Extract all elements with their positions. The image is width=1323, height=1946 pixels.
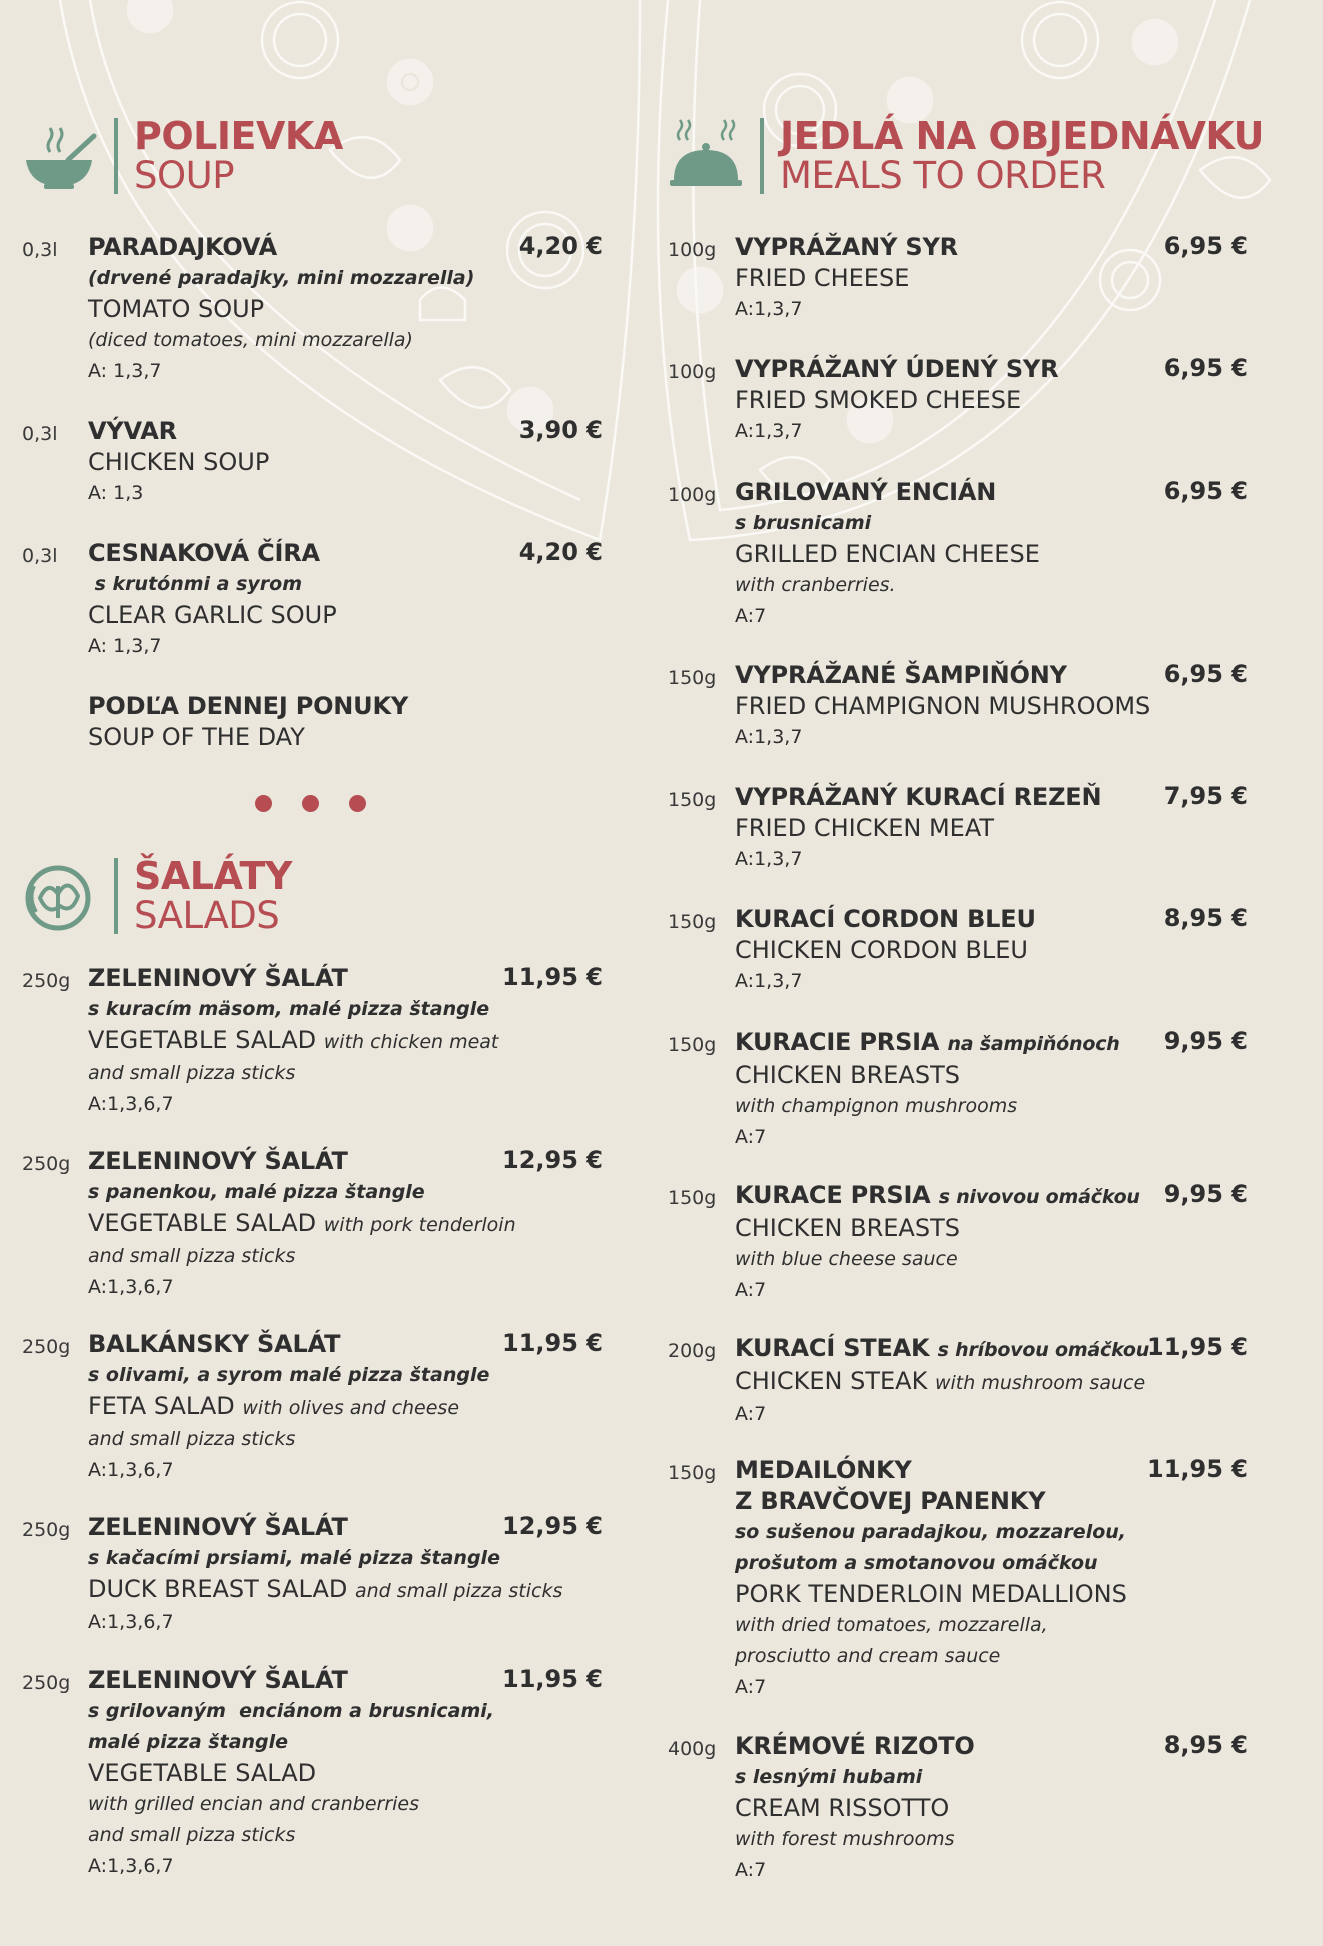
item-name: BALKÁNSKY ŠALÁT xyxy=(88,1330,341,1358)
item-quantity: 100g xyxy=(668,239,717,261)
dot xyxy=(255,795,272,812)
soup-section-header xyxy=(20,113,343,197)
item-name-en: CHICKEN STEAK xyxy=(735,1367,928,1395)
item-description-en: with forest mushrooms xyxy=(735,1828,955,1850)
section-divider-bar xyxy=(760,118,764,194)
item-price: 9,95 € xyxy=(1163,1027,1248,1055)
item-description-en-line2: prosciutto and cream sauce xyxy=(735,1645,1001,1667)
item-description-sk: s krutónmi a syrom xyxy=(88,573,303,595)
salads-section-header xyxy=(20,853,292,937)
item-description-en: (diced tomatoes, mini mozzarella) xyxy=(88,329,413,351)
item-name: VYPRÁŽANÝ SYR xyxy=(735,233,958,261)
item-name-en: GRILLED ENCIAN CHEESE xyxy=(735,540,1040,568)
item-price: 12,95 € xyxy=(502,1146,603,1174)
item-name: VYPRÁŽANÉ ŠAMPIŇÓNY xyxy=(735,661,1067,689)
item-name: GRILOVANÝ ENCIÁN xyxy=(735,478,997,506)
item-quantity: 200g xyxy=(668,1340,717,1362)
item-name-en: FETA SALAD xyxy=(88,1392,235,1420)
item-description-en-inline: with mushroom sauce xyxy=(934,1372,1146,1394)
item-price: 4,20 € xyxy=(518,538,603,566)
item-price: 6,95 € xyxy=(1163,354,1248,382)
item-description-en-inline: with olives and cheese xyxy=(242,1397,460,1419)
item-name-en: PORK TENDERLOIN MEDALLIONS xyxy=(735,1580,1127,1608)
section-subtitle: MEALS TO ORDER xyxy=(780,153,1106,197)
item-allergens: A:1,3,6,7 xyxy=(88,1855,174,1877)
item-name-en: CHICKEN SOUP xyxy=(88,448,270,476)
item-allergens: A:1,3,6,7 xyxy=(88,1093,174,1115)
item-description-en: and small pizza sticks xyxy=(88,1428,296,1450)
item-allergens: A: 1,3 xyxy=(88,482,144,504)
item-quantity: 150g xyxy=(668,667,717,689)
item-allergens: A:1,3,6,7 xyxy=(88,1276,174,1298)
section-title: JEDLÁ NA OBJEDNÁVKU xyxy=(780,113,1265,158)
item-name-en: VEGETABLE SALAD xyxy=(88,1026,317,1054)
item-name-inline: na šampiňónoch xyxy=(947,1033,1120,1055)
item-price: 8,95 € xyxy=(1163,1731,1248,1759)
item-description-en-inline: with pork tenderloin xyxy=(323,1214,516,1236)
item-quantity: 250g xyxy=(22,1153,71,1175)
item-name-en: FRIED CHEESE xyxy=(735,264,910,292)
item-quantity: 250g xyxy=(22,1672,71,1694)
item-quantity: 150g xyxy=(668,1187,717,1209)
section-divider-bar xyxy=(114,858,118,934)
item-allergens: A:1,3,7 xyxy=(735,970,803,992)
item-price: 6,95 € xyxy=(1163,477,1248,505)
item-description-sk-line2: prošutom a smotanovou omáčkou xyxy=(735,1552,1098,1574)
item-quantity: 250g xyxy=(22,1336,71,1358)
soup-bowl-icon xyxy=(20,116,100,196)
item-description-en: and small pizza sticks xyxy=(88,1062,296,1084)
item-description-en-inline: with chicken meat xyxy=(323,1031,499,1053)
item-name-en: FRIED CHICKEN MEAT xyxy=(735,814,995,842)
item-price: 8,95 € xyxy=(1163,904,1248,932)
item-quantity: 100g xyxy=(668,361,717,383)
item-quantity: 150g xyxy=(668,911,717,933)
item-quantity: 100g xyxy=(668,484,717,506)
item-description-sk: so sušenou paradajkou, mozzarelou, xyxy=(735,1521,1127,1543)
item-quantity: 150g xyxy=(668,1462,717,1484)
item-name: ZELENINOVÝ ŠALÁT xyxy=(88,1513,348,1541)
item-price: 7,95 € xyxy=(1163,782,1248,810)
cloche-icon xyxy=(666,116,746,196)
item-name-line2: Z BRAVČOVEJ PANENKY xyxy=(735,1487,1046,1515)
item-name: ZELENINOVÝ ŠALÁT xyxy=(88,1147,348,1175)
item-price: 11,95 € xyxy=(1147,1455,1248,1483)
item-price: 11,95 € xyxy=(1147,1333,1248,1361)
item-quantity: 250g xyxy=(22,970,71,992)
item-name: CESNAKOVÁ ČÍRA xyxy=(88,539,320,567)
item-name: PODĽA DENNEJ PONUKY xyxy=(88,692,409,720)
item-name: KURACIE PRSIA xyxy=(735,1028,940,1056)
meals-section-header xyxy=(666,113,1265,197)
item-name: MEDAILÓNKY xyxy=(735,1456,912,1484)
lettuce-icon xyxy=(20,856,100,936)
item-name: VÝVAR xyxy=(88,417,177,445)
item-description-en: and small pizza sticks xyxy=(88,1245,296,1267)
item-allergens: A:7 xyxy=(735,605,767,627)
item-description-sk: s grilovaným enciánom a brusnicami, xyxy=(88,1700,495,1722)
dot xyxy=(302,795,319,812)
item-price: 11,95 € xyxy=(502,963,603,991)
section-divider-bar xyxy=(114,118,118,194)
item-name-en: CHICKEN BREASTS xyxy=(735,1214,960,1242)
item-name: ZELENINOVÝ ŠALÁT xyxy=(88,1666,348,1694)
dot xyxy=(349,795,366,812)
item-price: 9,95 € xyxy=(1163,1180,1248,1208)
item-allergens: A: 1,3,7 xyxy=(88,635,162,657)
decorative-dots xyxy=(255,795,366,812)
item-allergens: A:7 xyxy=(735,1126,767,1148)
item-allergens: A:1,3,7 xyxy=(735,726,803,748)
item-allergens: A:1,3,7 xyxy=(735,298,803,320)
item-name-en: VEGETABLE SALAD xyxy=(88,1209,317,1237)
item-allergens: A:7 xyxy=(735,1676,767,1698)
item-allergens: A:7 xyxy=(735,1859,767,1881)
item-name-en: TOMATO SOUP xyxy=(88,295,265,323)
item-name-en: FRIED SMOKED CHEESE xyxy=(735,386,1022,414)
item-name-en: CLEAR GARLIC SOUP xyxy=(88,601,337,629)
item-name-en: FRIED CHAMPIGNON MUSHROOMS xyxy=(735,692,1151,720)
item-name-en: DUCK BREAST SALAD xyxy=(88,1575,348,1603)
section-subtitle: SALADS xyxy=(134,893,280,937)
item-price: 6,95 € xyxy=(1163,232,1248,260)
section-title: ŠALÁTY xyxy=(134,853,292,898)
item-price: 4,20 € xyxy=(518,232,603,260)
item-description-en: with blue cheese sauce xyxy=(735,1248,958,1270)
item-allergens: A:7 xyxy=(735,1403,767,1425)
item-description-en-inline: and small pizza sticks xyxy=(354,1580,563,1602)
item-description-sk: s lesnými hubami xyxy=(735,1766,923,1788)
item-description-sk-line2: malé pizza štangle xyxy=(88,1731,289,1753)
item-name-en: CHICKEN CORDON BLEU xyxy=(735,936,1028,964)
item-quantity: 150g xyxy=(668,1034,717,1056)
item-price: 11,95 € xyxy=(502,1665,603,1693)
item-description-sk: s brusnicami xyxy=(735,512,872,534)
item-allergens: A: 1,3,7 xyxy=(88,360,162,382)
item-name: KURACÍ STEAK xyxy=(735,1334,930,1362)
item-price: 11,95 € xyxy=(502,1329,603,1357)
item-name-inline: s hríbovou omáčkou xyxy=(937,1339,1150,1361)
item-description-en: with champignon mushrooms xyxy=(735,1095,1018,1117)
item-name: VYPRÁŽANÝ ÚDENÝ SYR xyxy=(735,355,1059,383)
item-description-sk: s kačacími prsiami, malé pizza štangle xyxy=(88,1547,500,1569)
item-name-en: VEGETABLE SALAD xyxy=(88,1759,317,1787)
item-quantity: 400g xyxy=(668,1738,717,1760)
item-allergens: A:7 xyxy=(735,1279,767,1301)
section-subtitle: SOUP xyxy=(134,153,235,197)
item-description-sk: s panenkou, malé pizza štangle xyxy=(88,1181,425,1203)
item-name: KRÉMOVÉ RIZOTO xyxy=(735,1732,975,1760)
item-name-inline: s nivovou omáčkou xyxy=(938,1186,1140,1208)
item-allergens: A:1,3,6,7 xyxy=(88,1459,174,1481)
item-quantity: 0,3l xyxy=(22,239,58,261)
item-name-en: CHICKEN BREASTS xyxy=(735,1061,960,1089)
item-name: KURACÍ CORDON BLEU xyxy=(735,905,1036,933)
item-name-en: SOUP OF THE DAY xyxy=(88,723,305,751)
item-price: 3,90 € xyxy=(518,416,603,444)
item-quantity: 0,3l xyxy=(22,545,58,567)
section-title: POLIEVKA xyxy=(134,113,343,158)
item-name: ZELENINOVÝ ŠALÁT xyxy=(88,964,348,992)
item-allergens: A:1,3,7 xyxy=(735,420,803,442)
item-allergens: A:1,3,7 xyxy=(735,848,803,870)
item-quantity: 150g xyxy=(668,789,717,811)
item-description-sk: s kuracím mäsom, malé pizza štangle xyxy=(88,998,490,1020)
item-name: KURACE PRSIA xyxy=(735,1181,931,1209)
item-price: 6,95 € xyxy=(1163,660,1248,688)
item-allergens: A:1,3,6,7 xyxy=(88,1611,174,1633)
item-name: VYPRÁŽANÝ KURACÍ REZEŇ xyxy=(735,783,1102,811)
item-description-en: with dried tomatoes, mozzarella, xyxy=(735,1614,1048,1636)
item-quantity: 250g xyxy=(22,1519,71,1541)
item-description-en: with cranberries. xyxy=(735,574,896,596)
item-description-en-line2: and small pizza sticks xyxy=(88,1824,296,1846)
item-name-en: CREAM RISSOTTO xyxy=(735,1794,950,1822)
item-description-sk: s olivami, a syrom malé pizza štangle xyxy=(88,1364,490,1386)
item-quantity: 0,3l xyxy=(22,423,58,445)
item-description-en: with grilled encian and cranberries xyxy=(88,1793,419,1815)
item-price: 12,95 € xyxy=(502,1512,603,1540)
item-description-sk: (drvené paradajky, mini mozzarella) xyxy=(88,267,475,289)
item-name: PARADAJKOVÁ xyxy=(88,233,278,261)
